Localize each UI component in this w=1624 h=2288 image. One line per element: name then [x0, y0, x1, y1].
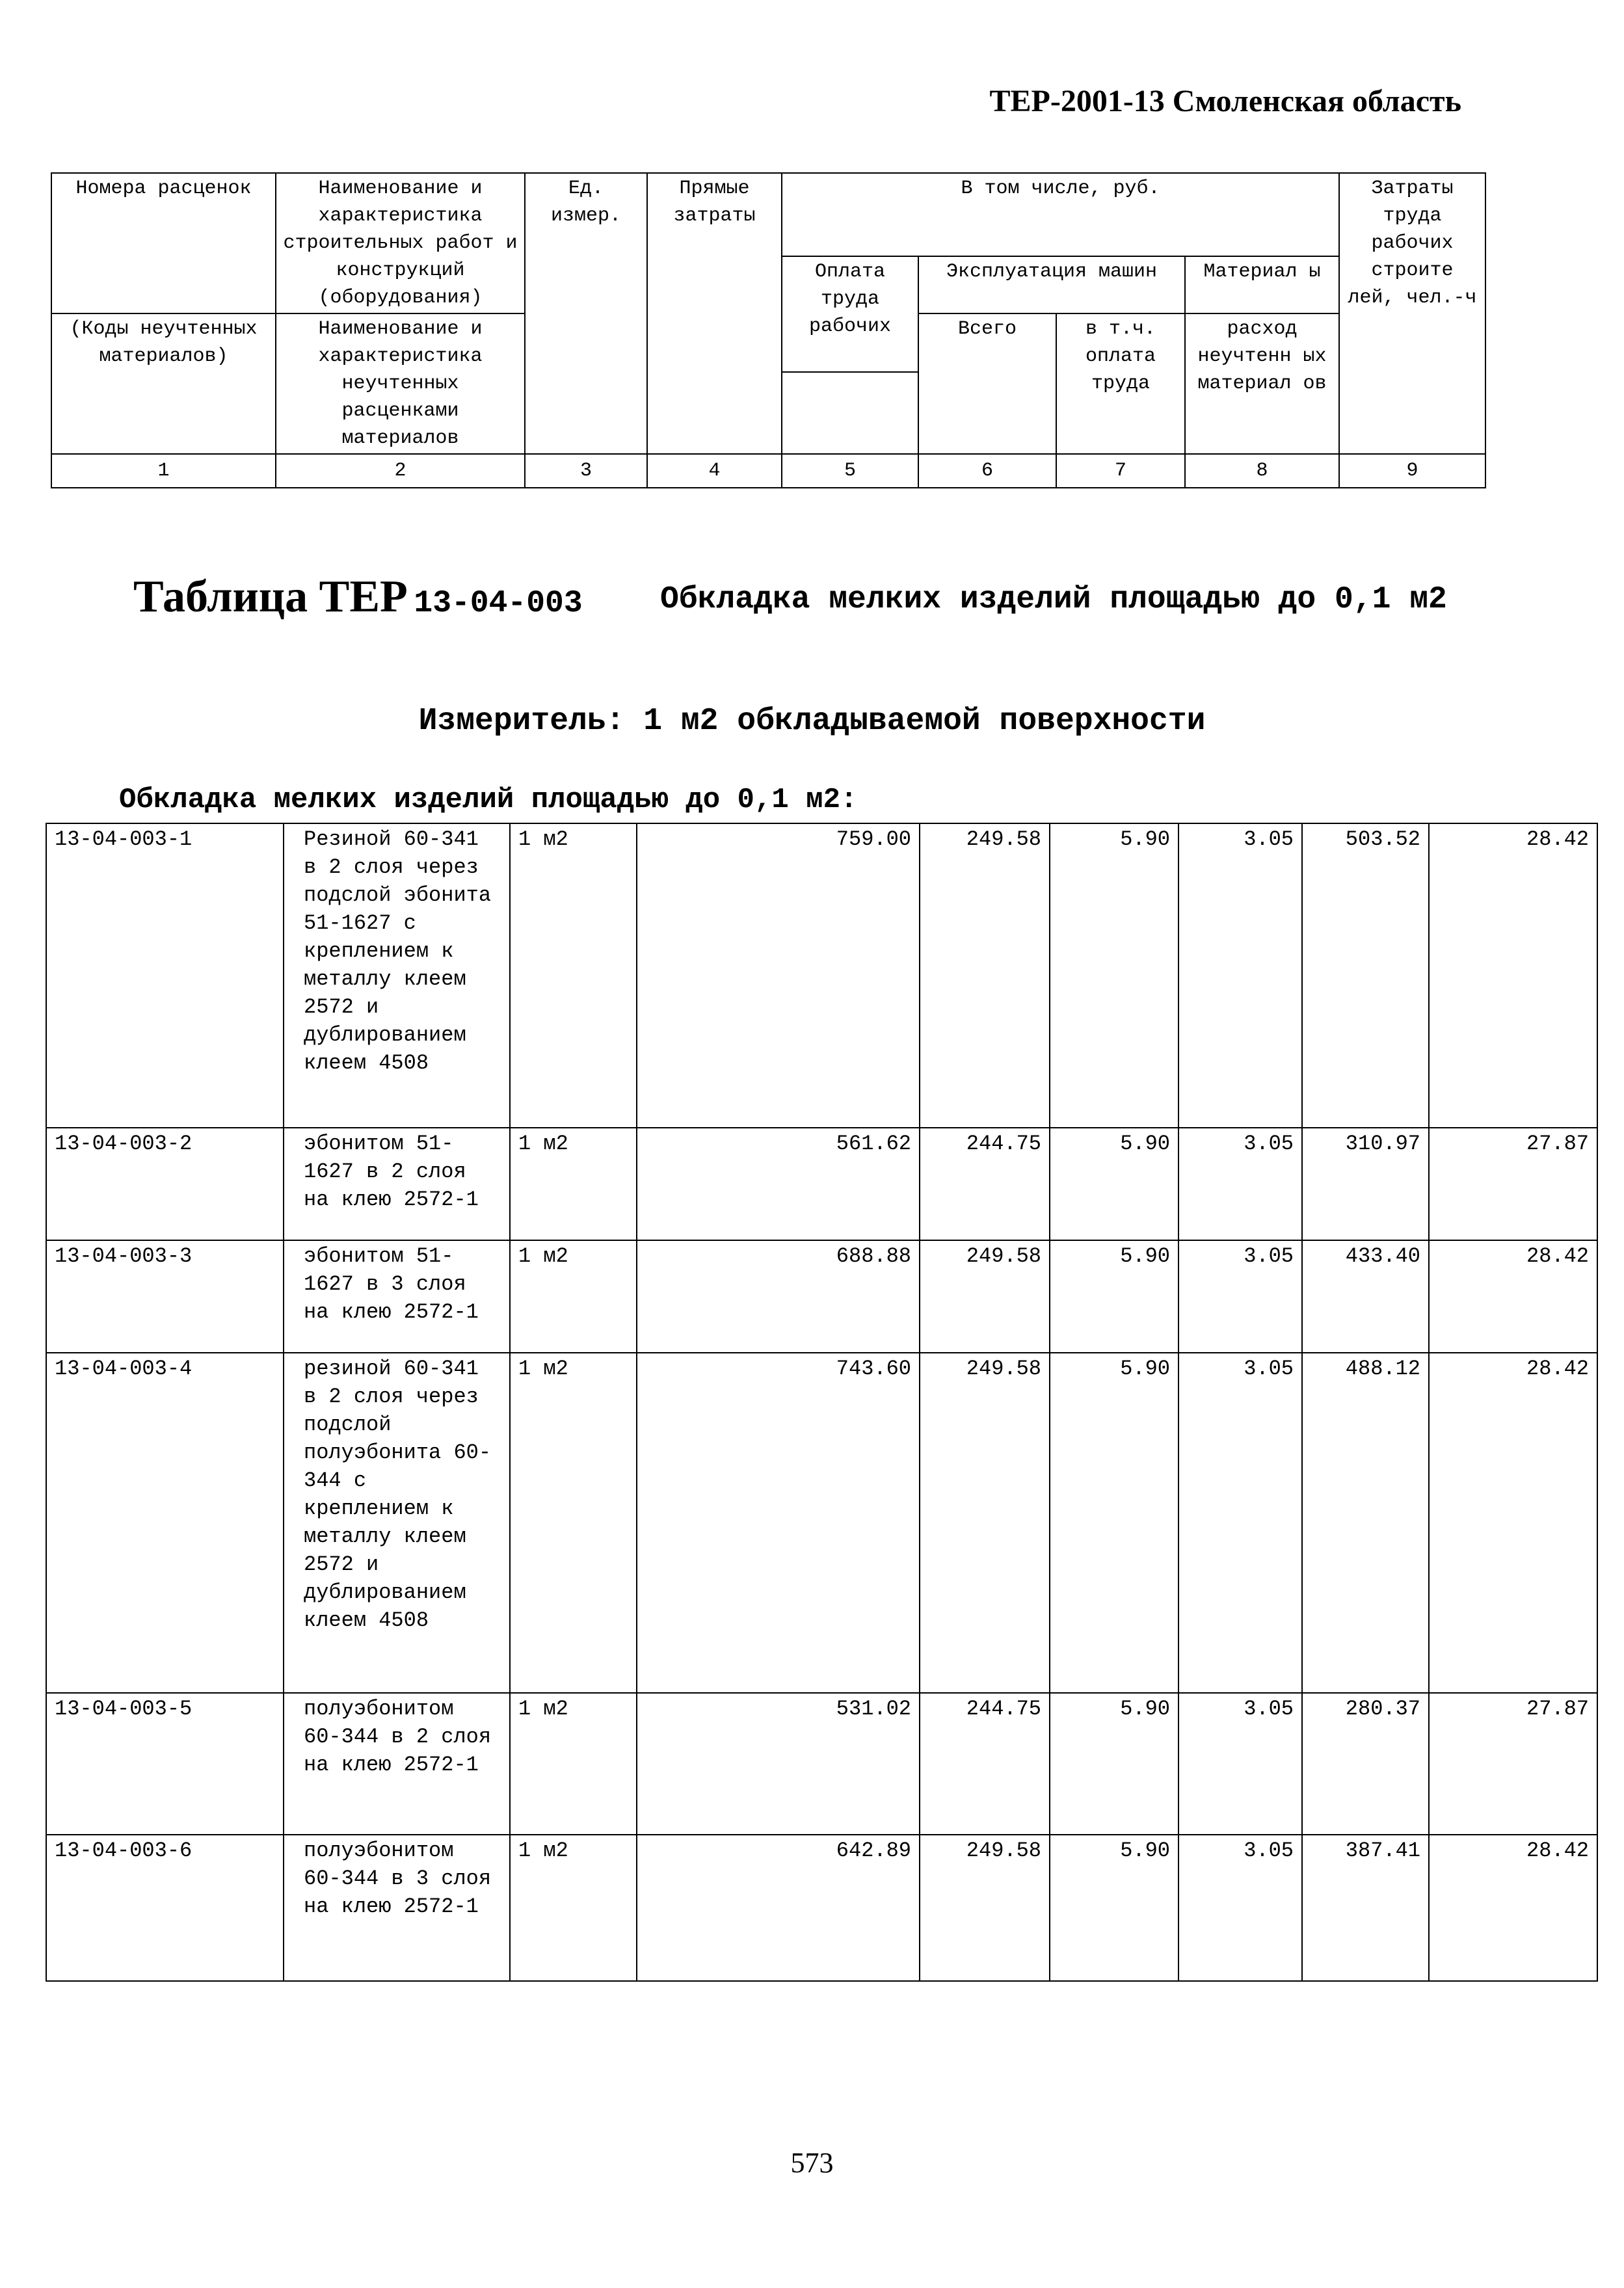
materials-cell: 488.12 — [1302, 1353, 1429, 1693]
col-header-work-name: Наименование и характеристика строительных работ и конструкций (оборудования) — [276, 173, 525, 313]
measurer: Измеритель: 1 м2 обкладываемой поверхности — [418, 704, 1206, 739]
col-number: 3 — [525, 454, 647, 488]
labor-costs-cell: 27.87 — [1429, 1128, 1597, 1240]
materials-cell: 310.97 — [1302, 1128, 1429, 1240]
work-description: эбонитом 51-1627 в 2 слоя на клею 2572-1 — [284, 1128, 510, 1240]
worker-pay-cell: 244.75 — [920, 1693, 1050, 1835]
labor-costs-cell: 28.42 — [1429, 823, 1597, 1128]
work-description: эбонитом 51-1627 в 3 слоя на клею 2572-1 — [284, 1240, 510, 1353]
worker-pay-cell: 249.58 — [920, 1835, 1050, 1981]
table-row — [46, 1240, 1597, 1353]
worker-pay-cell: 249.58 — [920, 1353, 1050, 1693]
page-number: 573 — [790, 2147, 834, 2179]
machines-pay-cell: 3.05 — [1178, 1693, 1302, 1835]
machines-cell: 5.90 — [1050, 1353, 1178, 1693]
unit-cell: 1 м2 — [510, 823, 637, 1128]
col-header-unit: Ед. измер. — [525, 173, 647, 454]
col-number: 4 — [647, 454, 782, 488]
work-description: полуэбонитом 60-344 в 2 слоя на клею 2572-1 — [284, 1693, 510, 1835]
col-header-materials: Материал ы — [1185, 256, 1339, 313]
work-description: резиной 60-341 в 2 слоя через подслой полуэбонита 60-344 с креплением к металлу клеем 2572 и дублированием клеем 4508 — [284, 1353, 510, 1693]
table-description: Обкладка мелких изделий площадью до 0,1 м2 — [660, 582, 1447, 617]
rate-code: 13-04-003-3 — [46, 1240, 284, 1353]
labor-costs-cell: 28.42 — [1429, 1240, 1597, 1353]
col-number: 9 — [1339, 454, 1485, 488]
materials-cell: 503.52 — [1302, 823, 1429, 1128]
materials-cell: 387.41 — [1302, 1835, 1429, 1981]
machines-cell: 5.90 — [1050, 1240, 1178, 1353]
col-header-total: Всего — [918, 313, 1056, 454]
direct-costs-cell: 688.88 — [637, 1240, 920, 1353]
unit-cell: 1 м2 — [510, 1353, 637, 1693]
table-row — [46, 1353, 1597, 1693]
rate-code: 13-04-003-6 — [46, 1835, 284, 1981]
materials-cell: 280.37 — [1302, 1693, 1429, 1835]
direct-costs-cell: 743.60 — [637, 1353, 920, 1693]
machines-pay-cell: 3.05 — [1178, 823, 1302, 1128]
labor-costs-cell: 27.87 — [1429, 1693, 1597, 1835]
unit-cell: 1 м2 — [510, 1835, 637, 1981]
table-title-code: 13-04-003 — [414, 586, 583, 621]
direct-costs-cell: 531.02 — [637, 1693, 920, 1835]
col-header-worker-pay: Оплата труда рабочих — [782, 256, 918, 372]
document-header-title: ТЕР-2001-13 Смоленская область — [989, 84, 1461, 118]
machines-pay-cell: 3.05 — [1178, 1240, 1302, 1353]
rate-code: 13-04-003-2 — [46, 1128, 284, 1240]
work-description: Резиной 60-341 в 2 слоя через подслой эбонита 51-1627 с креплением к металлу клеем 2572 и дублированием клеем 4508 — [284, 823, 510, 1128]
col-number: 7 — [1056, 454, 1185, 488]
col-number: 6 — [918, 454, 1056, 488]
direct-costs-cell: 759.00 — [637, 823, 920, 1128]
materials-cell: 433.40 — [1302, 1240, 1429, 1353]
col-number: 2 — [276, 454, 525, 488]
table-title-label: Таблица ТЕР — [133, 572, 408, 622]
direct-costs-cell: 561.62 — [637, 1128, 920, 1240]
unit-cell: 1 м2 — [510, 1240, 637, 1353]
col-header-unaccounted-name: Наименование и характеристика неучтенных расценками материалов — [276, 313, 525, 454]
worker-pay-cell: 244.75 — [920, 1128, 1050, 1240]
col-header-labor-costs: Затраты труда рабочих строите лей, чел.-ч — [1339, 173, 1485, 454]
rate-code: 13-04-003-1 — [46, 823, 284, 1128]
section-heading: Обкладка мелких изделий площадью до 0,1 м2: — [119, 784, 858, 816]
worker-pay-cell: 249.58 — [920, 1240, 1050, 1353]
col-header-direct-costs: Прямые затраты — [647, 173, 782, 454]
work-description: полуэбонитом 60-344 в 3 слоя на клею 2572-1 — [284, 1835, 510, 1981]
rate-code: 13-04-003-5 — [46, 1693, 284, 1835]
labor-costs-cell: 28.42 — [1429, 1835, 1597, 1981]
machines-pay-cell: 3.05 — [1178, 1835, 1302, 1981]
machines-cell: 5.90 — [1050, 1128, 1178, 1240]
table-row — [46, 1128, 1597, 1240]
machines-cell: 5.90 — [1050, 823, 1178, 1128]
direct-costs-cell: 642.89 — [637, 1835, 920, 1981]
machines-pay-cell: 3.05 — [1178, 1353, 1302, 1693]
col-header-incl-pay: в т.ч. оплата труда — [1056, 313, 1185, 454]
table-row — [46, 1835, 1597, 1981]
col-number: 8 — [1185, 454, 1339, 488]
col-header-rates-numbers: Номера расценок — [51, 173, 276, 313]
table-row — [46, 1693, 1597, 1835]
col-header-including: В том числе, руб. — [782, 173, 1339, 256]
col-header-material-codes: (Коды неучтенных материалов) — [51, 313, 276, 454]
machines-cell: 5.90 — [1050, 1693, 1178, 1835]
unit-cell: 1 м2 — [510, 1128, 637, 1240]
machines-cell: 5.90 — [1050, 1835, 1178, 1981]
table-row — [46, 823, 1597, 1128]
machines-pay-cell: 3.05 — [1178, 1128, 1302, 1240]
col-number: 1 — [51, 454, 276, 488]
rates-table — [46, 823, 1598, 1982]
labor-costs-cell: 28.42 — [1429, 1353, 1597, 1693]
col-header-machine-operation: Эксплуатация машин — [918, 256, 1185, 313]
worker-pay-cell: 249.58 — [920, 823, 1050, 1128]
rate-code: 13-04-003-4 — [46, 1353, 284, 1693]
col-header-unaccounted-consumption: расход неучтенн ых материал ов — [1185, 313, 1339, 454]
column-header-table — [51, 172, 1486, 488]
col-number: 5 — [782, 454, 918, 488]
table-title — [133, 571, 583, 623]
unit-cell: 1 м2 — [510, 1693, 637, 1835]
